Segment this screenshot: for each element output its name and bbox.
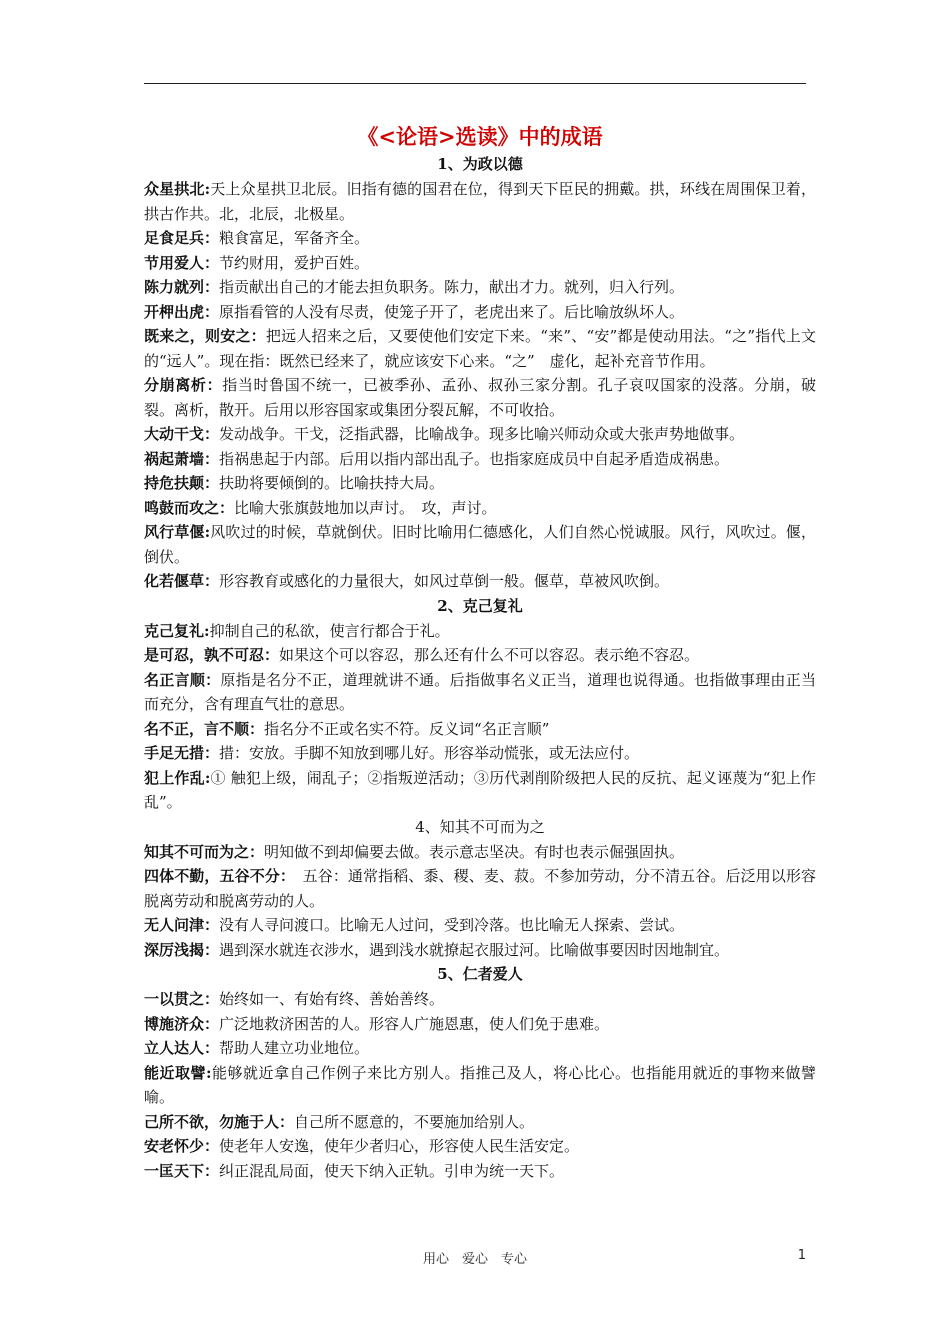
term-separator: ： <box>249 719 265 738</box>
idiom-term: 四体不勤，五谷不分 <box>144 867 280 885</box>
idiom-term: 犯上作乱 <box>144 768 205 787</box>
idiom-definition: 把远人招来之后，又要使他们安定下来。“来”、“安”都是使动用法。“之”指代上文的“远人”。现在指：既然已经来了，就应该安下心来。“之” 虚化，起补充音节作用。 <box>144 327 816 370</box>
idiom-definition: 广泛地救济困苦的人。形容人广施恩惠，使人们免于患难。 <box>219 1014 610 1033</box>
idiom-term: 克己复礼 <box>144 621 205 640</box>
term-separator: ： <box>264 646 280 664</box>
idiom-definition: 遇到深水就连衣涉水，遇到浅水就撩起衣服过河。比喻做事要因时因地制宜。 <box>219 940 730 959</box>
idiom-entry <box>144 324 816 373</box>
term-separator: : <box>204 621 210 640</box>
idiom-term: 众星拱北 <box>144 180 205 198</box>
idiom-term: 手足无措 <box>144 744 205 762</box>
term-separator: ： <box>250 327 266 345</box>
idiom-definition: 形容教育或感化的力量很大，如风过草倒一般。偃草，草被风吹倒。 <box>219 572 670 590</box>
term-separator: ： <box>279 1112 295 1131</box>
idiom-term: 是可忍，孰不可忍 <box>144 646 265 664</box>
idiom-definition: 五谷：通常指稻、黍、稷、麦、菽。不参加劳动，分不清五谷。后泛用以形容脱离劳动和脱离劳动的人。 <box>144 867 816 910</box>
term-separator: ： <box>204 1161 220 1180</box>
term-separator: ： <box>204 425 220 443</box>
idiom-entry <box>144 668 816 717</box>
idiom-definition: 能够就近拿自己作例子来比方别人。指推己及人，将心比心。也指能用就近的事物来做譬喻。 <box>144 1063 816 1106</box>
idiom-entry <box>144 471 816 496</box>
idiom-entry <box>144 938 816 963</box>
idiom-entry <box>144 447 816 472</box>
term-separator: ： <box>204 572 220 590</box>
idiom-entry <box>144 569 816 594</box>
idiom-entry <box>144 987 816 1012</box>
idiom-definition: 节约财用，爱护百姓。 <box>219 253 370 272</box>
idiom-term: 鸣鼓而攻之 <box>144 498 220 517</box>
idiom-term: 化若偃草 <box>144 572 205 590</box>
idiom-term: 祸起萧墙 <box>144 449 205 468</box>
document-title: 《<论语>选读》中的成语 <box>357 124 603 149</box>
header-rule <box>144 83 806 84</box>
idiom-definition: 帮助人建立功业地位。 <box>219 1039 370 1057</box>
idiom-entry <box>144 1134 816 1159</box>
term-separator: ： <box>204 229 220 247</box>
idiom-definition: 始终如一、有始有终、善始善终。 <box>219 990 445 1008</box>
idiom-entry <box>144 864 816 913</box>
term-separator: ： <box>204 1039 220 1057</box>
term-separator: ： <box>204 278 220 296</box>
term-separator: ： <box>205 670 221 689</box>
term-separator: ： <box>249 842 265 861</box>
idiom-entry <box>144 226 816 251</box>
idiom-entry <box>144 177 816 226</box>
idiom-entry <box>144 741 816 766</box>
idiom-definition: 比喻大张旗鼓地加以声讨。 攻，声讨。 <box>234 498 497 517</box>
idiom-entry <box>144 1110 816 1135</box>
idiom-term: 知其不可而为之 <box>144 842 250 861</box>
idiom-term: 能近取譬 <box>144 1063 206 1082</box>
idiom-term: 持危扶颠 <box>144 474 205 492</box>
idiom-definition: 扶助将要倾倒的。比喻扶持大局。 <box>219 474 445 492</box>
term-separator: ： <box>279 867 288 885</box>
term-separator: : <box>204 523 211 541</box>
idiom-definition: 使老年人安逸，使年少者归心，形容使人民生活安定。 <box>219 1137 580 1155</box>
idiom-term: 足食足兵 <box>144 229 205 247</box>
idiom-definition: 纠正混乱局面，使天下纳入正轨。引申为统一天下。 <box>219 1161 565 1180</box>
idiom-term: 开柙出虎 <box>144 302 205 321</box>
idiom-definition: 指当时鲁国不统一，已被季孙、孟孙、叔孙三家分割。孔子哀叹国家的没落。分崩，破裂。离析，散开。后用以形容国家或集团分裂瓦解，不可收拾。 <box>144 376 816 419</box>
idiom-entry <box>144 643 816 668</box>
term-separator: ： <box>206 376 223 394</box>
idiom-term: 安老怀少 <box>144 1137 205 1155</box>
idiom-entry <box>144 520 816 569</box>
idiom-entry <box>144 717 816 742</box>
idiom-term: 无人问津 <box>144 916 205 934</box>
footer-motto: 用心 爱心 专心 <box>422 1252 527 1267</box>
idiom-entry <box>144 913 816 938</box>
idiom-definition: 如果这个可以容忍，那么还有什么不可以容忍。表示绝不容忍。 <box>279 646 700 664</box>
idiom-entry <box>144 840 816 865</box>
idiom-term: 己所不欲，勿施于人 <box>144 1112 280 1131</box>
idiom-definition: 天上众星拱卫北辰。旧指有德的国君在位，得到天下臣民的拥戴。拱，环线在周围保卫着，拱古作共。北，北辰，北极星。 <box>144 180 816 223</box>
term-separator: : <box>204 180 211 198</box>
idiom-term: 陈力就列 <box>144 278 205 296</box>
idiom-term: 分崩离析 <box>144 376 207 394</box>
term-separator: ： <box>204 940 220 959</box>
idiom-term: 立人达人 <box>144 1039 205 1057</box>
idiom-entry <box>144 1036 816 1061</box>
section-heading: 1、为政以德 <box>437 155 523 173</box>
idiom-entry <box>144 422 816 447</box>
term-separator: ： <box>204 990 220 1008</box>
idiom-term: 既来之，则安之 <box>144 327 251 345</box>
term-separator: ： <box>204 1014 220 1033</box>
idiom-term: 名不正，言不顺 <box>144 719 250 738</box>
idiom-entry <box>144 1012 816 1037</box>
term-separator: ： <box>204 253 220 272</box>
idiom-term: 一以贯之 <box>144 990 205 1008</box>
term-separator: ： <box>219 498 235 517</box>
idiom-definition: 指名分不正或名实不符。反义词“名正言顺” <box>264 719 550 738</box>
idiom-definition: ① 触犯上级，闹乱子；②指叛逆活动；③历代剥削阶级把人民的反抗、起义诬蔑为“犯上作乱”。 <box>144 768 816 811</box>
term-separator: ： <box>204 302 220 321</box>
idiom-entry <box>144 275 816 300</box>
idiom-term: 风行草偃 <box>144 523 205 541</box>
idiom-entry <box>144 373 816 422</box>
idiom-term: 深厉浅揭 <box>144 940 205 959</box>
idiom-entry <box>144 251 816 276</box>
idiom-term: 名正言顺 <box>144 670 206 689</box>
term-separator: : <box>204 768 211 787</box>
term-separator: ： <box>204 916 220 934</box>
idiom-entry <box>144 766 816 815</box>
idiom-definition: 原指是名分不正，道理就讲不通。后指做事名义正当，道理也说得通。也指做事理由正当而充分，含有理直气壮的意思。 <box>144 670 816 713</box>
idiom-definition: 发动战争。干戈，泛指武器，比喻战争。现多比喻兴师动众或大张声势地做事。 <box>219 425 745 443</box>
idiom-definition: 没有人寻问渡口。比喻无人过问，受到冷落。也比喻无人探索、尝试。 <box>219 916 685 934</box>
idiom-entry <box>144 619 816 644</box>
idiom-term: 大动干戈 <box>144 425 205 443</box>
term-separator: ： <box>204 744 220 762</box>
idiom-definition: 指贡献出自己的才能去担负职务。陈力，献出才力。就列，归入行列。 <box>219 278 685 296</box>
term-separator: ： <box>204 449 220 468</box>
section-heading: 4、知其不可而为之 <box>415 817 545 836</box>
idiom-definition: 粮食富足，军备齐全。 <box>219 229 370 247</box>
document-body <box>144 118 816 1183</box>
idiom-definition: 措：安放。手脚不知放到哪儿好。形容举动慌张，或无法应付。 <box>219 744 640 762</box>
idiom-definition: 抑制自己的私欲，使言行都合于礼。 <box>209 621 450 640</box>
idiom-entry <box>144 1159 816 1184</box>
idiom-term: 博施济众 <box>144 1014 205 1033</box>
idiom-definition: 自己所不愿意的，不要施加给别人。 <box>294 1112 535 1131</box>
idiom-definition: 明知做不到却偏要去做。表示意志坚决。有时也表示倔强固执。 <box>264 842 685 861</box>
term-separator: ： <box>204 1137 220 1155</box>
idiom-term: 一匡天下 <box>144 1161 205 1180</box>
page-number: 1 <box>797 1248 806 1263</box>
section-heading: 2、克己复礼 <box>437 596 523 615</box>
term-separator: ： <box>204 474 220 492</box>
section-heading: 5、仁者爱人 <box>437 965 523 983</box>
term-separator: : <box>206 1063 212 1082</box>
idiom-entry <box>144 496 816 521</box>
idiom-definition: 指祸患起于内部。后用以指内部出乱子。也指家庭成员中自起矛盾造成祸患。 <box>219 449 730 468</box>
idiom-definition: 原指看管的人没有尽责，使笼子开了，老虎出来了。后比喻放纵坏人。 <box>219 302 685 321</box>
idiom-entry <box>144 1061 816 1110</box>
idiom-entry <box>144 300 816 325</box>
idiom-term: 节用爱人 <box>144 253 205 272</box>
idiom-definition: 风吹过的时候，草就倒伏。旧时比喻用仁德感化，人们自然心悦诚服。风行，风吹过。偃，倒伏。 <box>144 523 816 566</box>
